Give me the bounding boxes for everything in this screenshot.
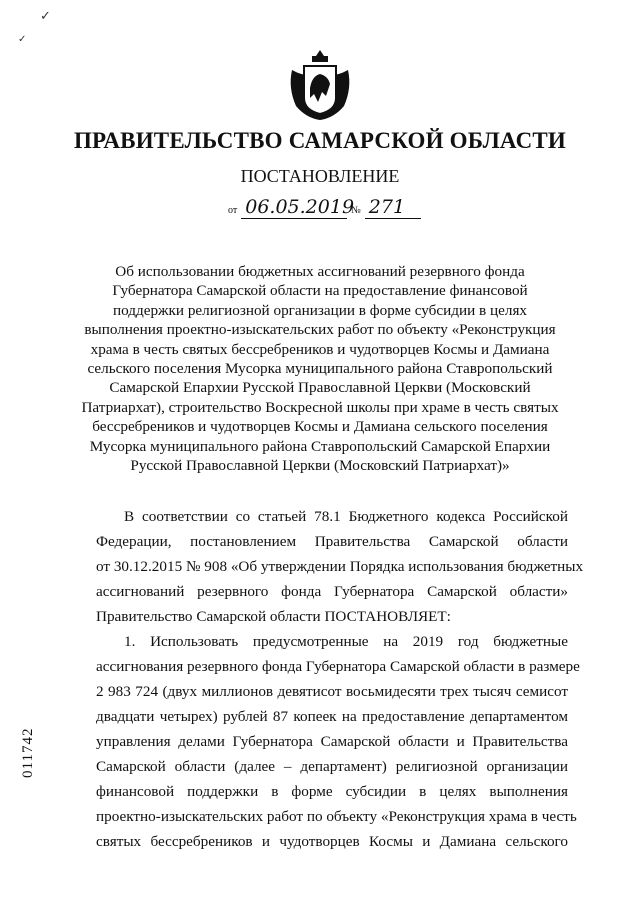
body-line: проектно-изыскательских работ по объекту «Реконструкция храма в честь (96, 808, 577, 825)
heading-line: выполнения проектно-изыскательских работ по объекту «Реконструкция (84, 321, 556, 339)
heading-line: поддержки религиозной организации в форме субсидии в целях (112, 301, 528, 319)
body-line: Правительство Самарской области ПОСТАНОВЛЯЕТ: (96, 608, 451, 625)
body-line: от 30.12.2015 № 908 «Об утверждении Порядка использования бюджетных (96, 558, 584, 575)
heading-line: Русской Православной Церкви (Московский Патриархат)» (130, 457, 510, 475)
document-number: 271 (365, 196, 421, 219)
body-line: святых бессребреников и чудотворцев Космы и Дамиана сельского (96, 833, 568, 850)
body-line: 2 983 724 (двух миллионов девятисот восьмидесяти трех тысяч семисот (96, 683, 568, 700)
body-line: ассигнования резервного фонда Губернатора Самарской области в размере (96, 658, 580, 675)
heading-line: бессребреников и чудотворцев Космы и Дамиана сельского поселения (92, 418, 548, 436)
body-line: Самарской области (далее – департамент) религиозной организации (96, 758, 568, 775)
body-line: 1. Использовать предусмотренные на 2019 год бюджетные (124, 633, 568, 650)
document-type: ПОСТАНОВЛЕНИЕ (240, 166, 400, 186)
side-registration-number: 011742 (20, 727, 36, 778)
body-line: Федерации, постановлением Правительства Самарской области (96, 533, 568, 550)
body-line: управления делами Губернатора Самарской области и Правительства (96, 733, 568, 750)
tick-mark: ✓ (18, 34, 27, 45)
heading-line: Самарской Епархии Русской Православной Церкви (Московский (109, 379, 531, 397)
number-sign: № (351, 205, 361, 216)
document-date: 06.05.2019 (241, 196, 347, 219)
body-line: В соответствии со статьей 78.1 Бюджетного кодекса Российской (124, 508, 568, 525)
date-prefix: от (228, 205, 238, 216)
check-mark: ✓ (40, 8, 51, 23)
body-line: двадцати четырех) рублей 87 копеек на предоставление департаментом (96, 708, 568, 725)
body-line: финансовой поддержки в форме субсидии в целях выполнения (96, 783, 568, 800)
resolution-heading (72, 262, 568, 475)
heading-line: Патриархат), строительство Воскресной школы при храме в честь святых (81, 398, 559, 416)
body-line: ассигнований резервного фонда Губернатора Самарской области» (96, 583, 568, 600)
samara-coat-of-arms-icon (286, 48, 354, 122)
heading-line: сельского поселения Мусорка муниципального района Ставропольский (87, 360, 553, 378)
resolution-body (96, 504, 584, 854)
government-title: ПРАВИТЕЛЬСТВО САМАРСКОЙ ОБЛАСТИ (73, 128, 567, 153)
heading-line: Мусорка муниципального района Ставропольский Самарской Епархии (89, 437, 551, 455)
heading-line: храма в честь святых бессребреников и чудотворцев Космы и Дамиана (90, 340, 550, 358)
date-number-line (228, 196, 421, 219)
heading-line: Об использовании бюджетных ассигнований резервного фонда (115, 263, 525, 280)
heading-line: Губернатора Самарской области на предоставление финансовой (112, 282, 528, 300)
